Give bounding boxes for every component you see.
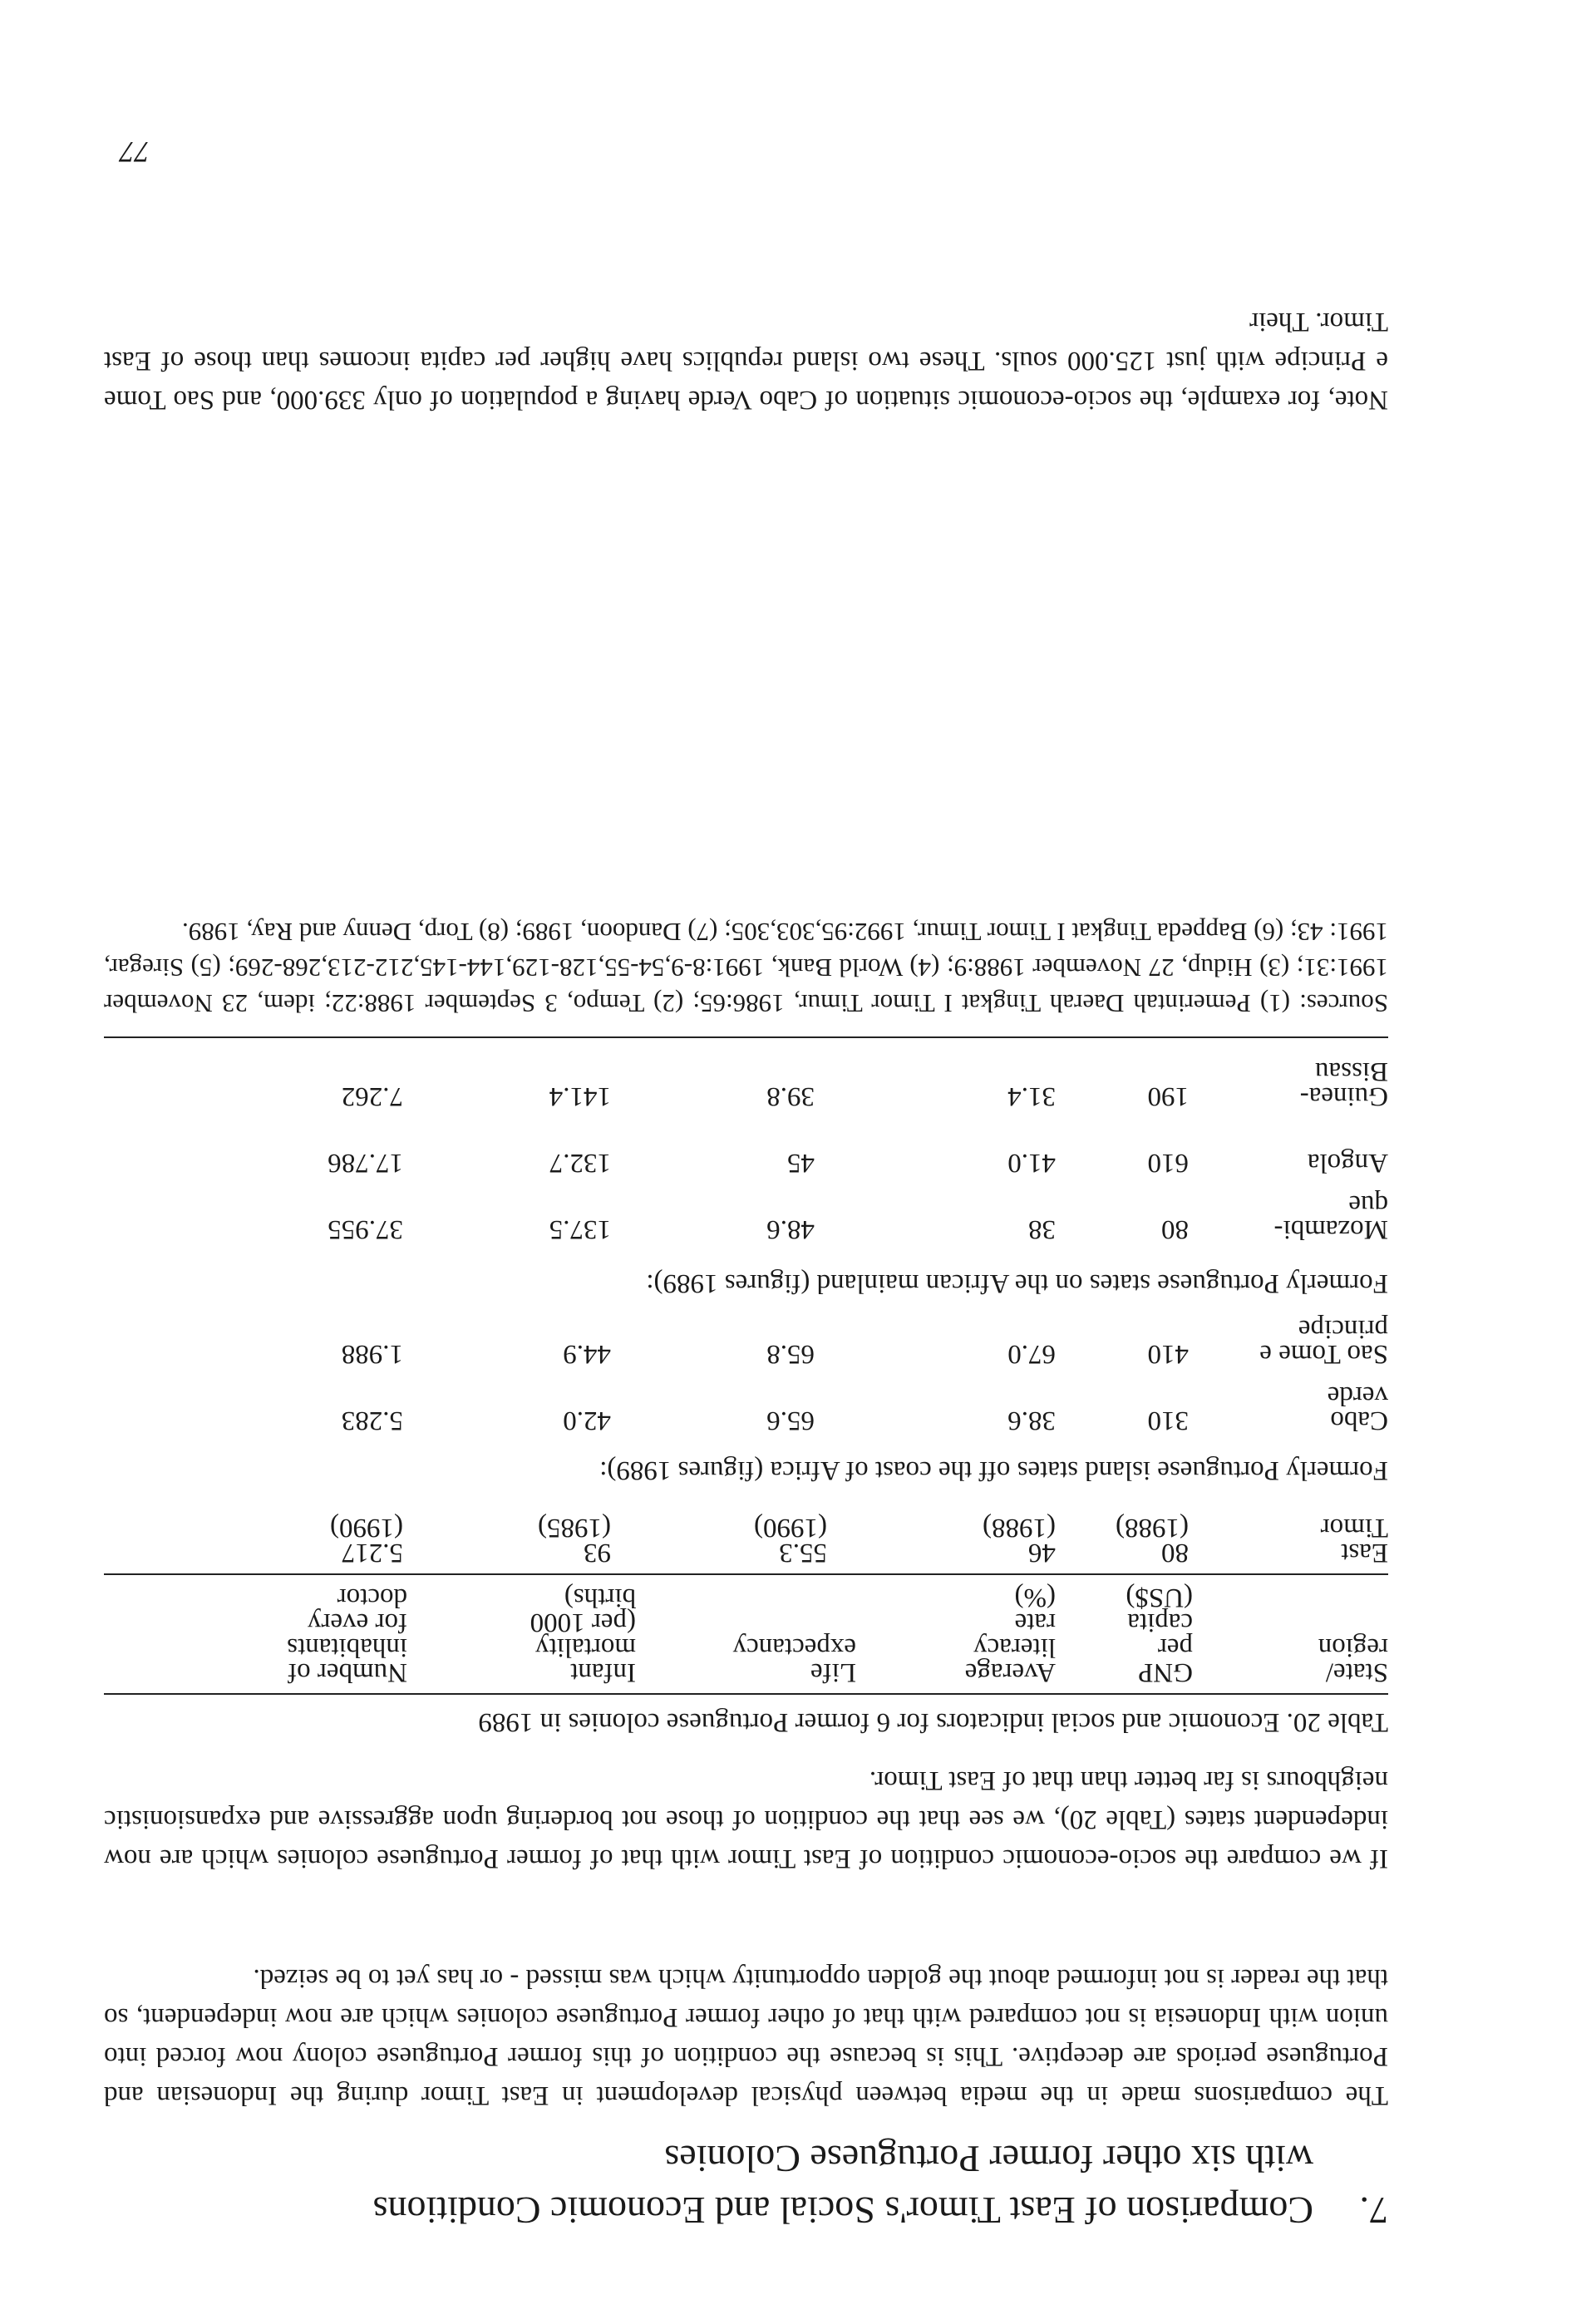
header-gnp: [1085, 1585, 1193, 1685]
header-line: (per 1000: [530, 1607, 636, 1637]
header-life-expectancy: [682, 1632, 856, 1687]
header-line: inhabitants: [287, 1632, 407, 1662]
row-name-line: Sao Tome e: [1259, 1339, 1388, 1369]
row-name: [1259, 1314, 1388, 1369]
header-line: expectancy: [732, 1632, 856, 1662]
island-group-title: Formerly Portuguese island states off the coast of Africa (figures 1989):: [599, 1455, 1388, 1485]
header-line: doctor: [337, 1583, 407, 1612]
cell-infant-mortality: [478, 1513, 611, 1568]
cell-inhabitants-per-doctor: 37.955: [328, 1214, 403, 1244]
row-name-line: Guinea-: [1299, 1081, 1388, 1111]
header-line: Average: [964, 1657, 1056, 1687]
header-line: Number of: [288, 1657, 407, 1687]
row-name: [1299, 1056, 1388, 1111]
cell-life-expectancy: 45: [787, 1148, 815, 1178]
row-name-line: Cabo: [1330, 1406, 1388, 1435]
header-line: (%): [1014, 1583, 1056, 1612]
header-line: per: [1157, 1632, 1193, 1662]
row-name: [1320, 1513, 1388, 1568]
cell-literacy: 38: [1028, 1214, 1056, 1244]
header-line: GNP: [1137, 1657, 1193, 1687]
table-20: [104, 1213, 1388, 1695]
paragraph-2: If we compare the socio-economic condition of East Timor with that of former Portuguese colonies which are now independent states (Table 20), we see that the condition of those not bordering upon aggressive and expansionistic neighbours is far better than that of East Timor.: [104, 1765, 1388, 1873]
year: (1990): [754, 1513, 827, 1543]
value: 93: [584, 1538, 611, 1568]
section-title-line2: with six other former Portuguese Colonies: [664, 2138, 1313, 2180]
cell-gnp: 190: [1147, 1081, 1189, 1111]
cell-literacy: 31.4: [1007, 1081, 1056, 1111]
row-name-line: Angola: [1307, 1148, 1388, 1178]
page-number: 77: [120, 135, 150, 169]
cell-gnp: [1072, 1513, 1189, 1568]
header-state: [1222, 1632, 1388, 1687]
year: (1988): [983, 1513, 1056, 1543]
year: (1988): [1116, 1513, 1189, 1543]
row-name: [1328, 1383, 1388, 1433]
header-inhabitants-per-doctor: [241, 1585, 407, 1685]
closing-paragraph: Note, for example, the socio-economic situation of Cabo Verde having a population of only 339.000, and Sao Tome e Principe with just 125.000 souls. These two island republics have higher per capita incomes than those of East Timor. Their: [104, 307, 1388, 415]
table-row: [104, 1375, 1388, 1433]
header-line: Infant: [570, 1657, 636, 1687]
header-line: mortality: [535, 1632, 636, 1662]
cell-literacy: 38.6: [1007, 1406, 1056, 1435]
table-top-rule: [104, 1693, 1388, 1695]
section-title-line1: Comparison of East Timor's Social and Economic Conditions: [372, 2189, 1313, 2232]
cell-life-expectancy: 65.8: [766, 1339, 815, 1369]
section-heading: [91, 2127, 1388, 2235]
cell-infant-mortality: 44.9: [563, 1339, 611, 1369]
row-name-line: East: [1341, 1538, 1388, 1568]
header-line: births): [564, 1583, 636, 1612]
cell-life-expectancy: 65.6: [766, 1406, 815, 1435]
value: 80: [1161, 1538, 1189, 1568]
table-header-rule: [104, 1573, 1388, 1575]
table-row: [104, 1117, 1388, 1178]
cell-literacy: 67.0: [1007, 1339, 1056, 1369]
cell-life-expectancy: 39.8: [766, 1081, 815, 1111]
table-sources: Sources: (1) Pemerintah Daerah Tingkat I Timor Timur, 1986:65; (2) Tempo, 3 September 1988:22; idem, 23 November 1991:31; (3) Hidup, 27 November 1988:9; (4) World Bank, 1991:8-9,54-55,128-129,144-145,212-213,268-269; (5) Siregar, 1991: 43; (6) Bappeda Tingkat I Timor Timur, 1992:95,303,305; (7) Dandoon, 1989; (8) Torp, Denny and Ray, 1989.: [104, 918, 1388, 1018]
row-name-line: verde: [1327, 1381, 1388, 1411]
cell-infant-mortality: 132.7: [549, 1148, 611, 1178]
paragraph-1: The comparisons made in the media between physical development in East Timor during the Indonesian and Portuguese periods are deceptive. This is because the condition of this former Portuguese colony now forced into union with Indonesia is not compared with that of other former Portuguese colonies which are now independent, so that the reader is not informed about the golden opportunity which was missed - or has yet to be seized.: [104, 1963, 1388, 2110]
year: (1990): [330, 1513, 403, 1543]
cell-inhabitants-per-doctor: 5.283: [341, 1406, 403, 1435]
cell-life-expectancy: 48.6: [766, 1214, 815, 1244]
cell-infant-mortality: 141.4: [549, 1081, 611, 1111]
header-infant-mortality: [470, 1585, 636, 1685]
table-20-mainland: [104, 0, 1388, 257]
cell-literacy: 41.0: [1007, 1148, 1056, 1178]
value: 55.3: [779, 1538, 827, 1568]
value: 46: [1028, 1538, 1056, 1568]
table-bottom-rule: [104, 1036, 1388, 1038]
cell-inhabitants-per-doctor: 1.988: [341, 1339, 403, 1369]
table-row: [104, 1184, 1388, 1242]
row-name-line: Mozambi-: [1273, 1214, 1388, 1244]
cell-inhabitants-per-doctor: 7.262: [341, 1081, 403, 1111]
row-name-line: Timor: [1320, 1513, 1388, 1543]
cell-inhabitants-per-doctor: [270, 1513, 403, 1568]
cell-inhabitants-per-doctor: 17.786: [328, 1148, 403, 1178]
header-literacy: [923, 1585, 1056, 1685]
header-line: for every: [307, 1607, 407, 1637]
header-line: rate: [1014, 1607, 1056, 1637]
header-line: State/: [1325, 1657, 1388, 1687]
row-name-line: Bissau: [1314, 1056, 1388, 1086]
header-line: Life: [810, 1657, 856, 1687]
cell-infant-mortality: 42.0: [563, 1406, 611, 1435]
header-line: literacy: [973, 1632, 1056, 1662]
row-name-line: principe: [1298, 1314, 1388, 1344]
header-line: capita: [1127, 1607, 1193, 1637]
table-row: [104, 1507, 1388, 1568]
row-name: [1307, 1148, 1388, 1178]
cell-infant-mortality: 137.5: [549, 1214, 611, 1244]
table-row: [104, 1051, 1388, 1109]
mainland-group-title: Formerly Portuguese states on the African mainland (figures 1989):: [646, 1268, 1388, 1298]
cell-gnp: 410: [1147, 1339, 1189, 1369]
header-line: region: [1318, 1632, 1388, 1662]
table-row: [104, 1308, 1388, 1369]
row-name-line: que: [1348, 1189, 1388, 1219]
cell-gnp: 310: [1147, 1406, 1189, 1435]
header-line: (US$): [1126, 1583, 1193, 1612]
cell-gnp: 610: [1147, 1148, 1189, 1178]
value: 5.217: [341, 1538, 403, 1568]
year: (1985): [538, 1513, 611, 1543]
cell-life-expectancy: [694, 1513, 827, 1568]
row-name: [1273, 1189, 1388, 1244]
section-number: 7.: [1359, 2189, 1388, 2232]
table-caption: Table 20. Economic and social indicators for 6 former Portuguese colonies in 1989: [478, 1707, 1388, 1737]
cell-literacy: [923, 1513, 1056, 1568]
cell-gnp: 80: [1161, 1214, 1189, 1244]
